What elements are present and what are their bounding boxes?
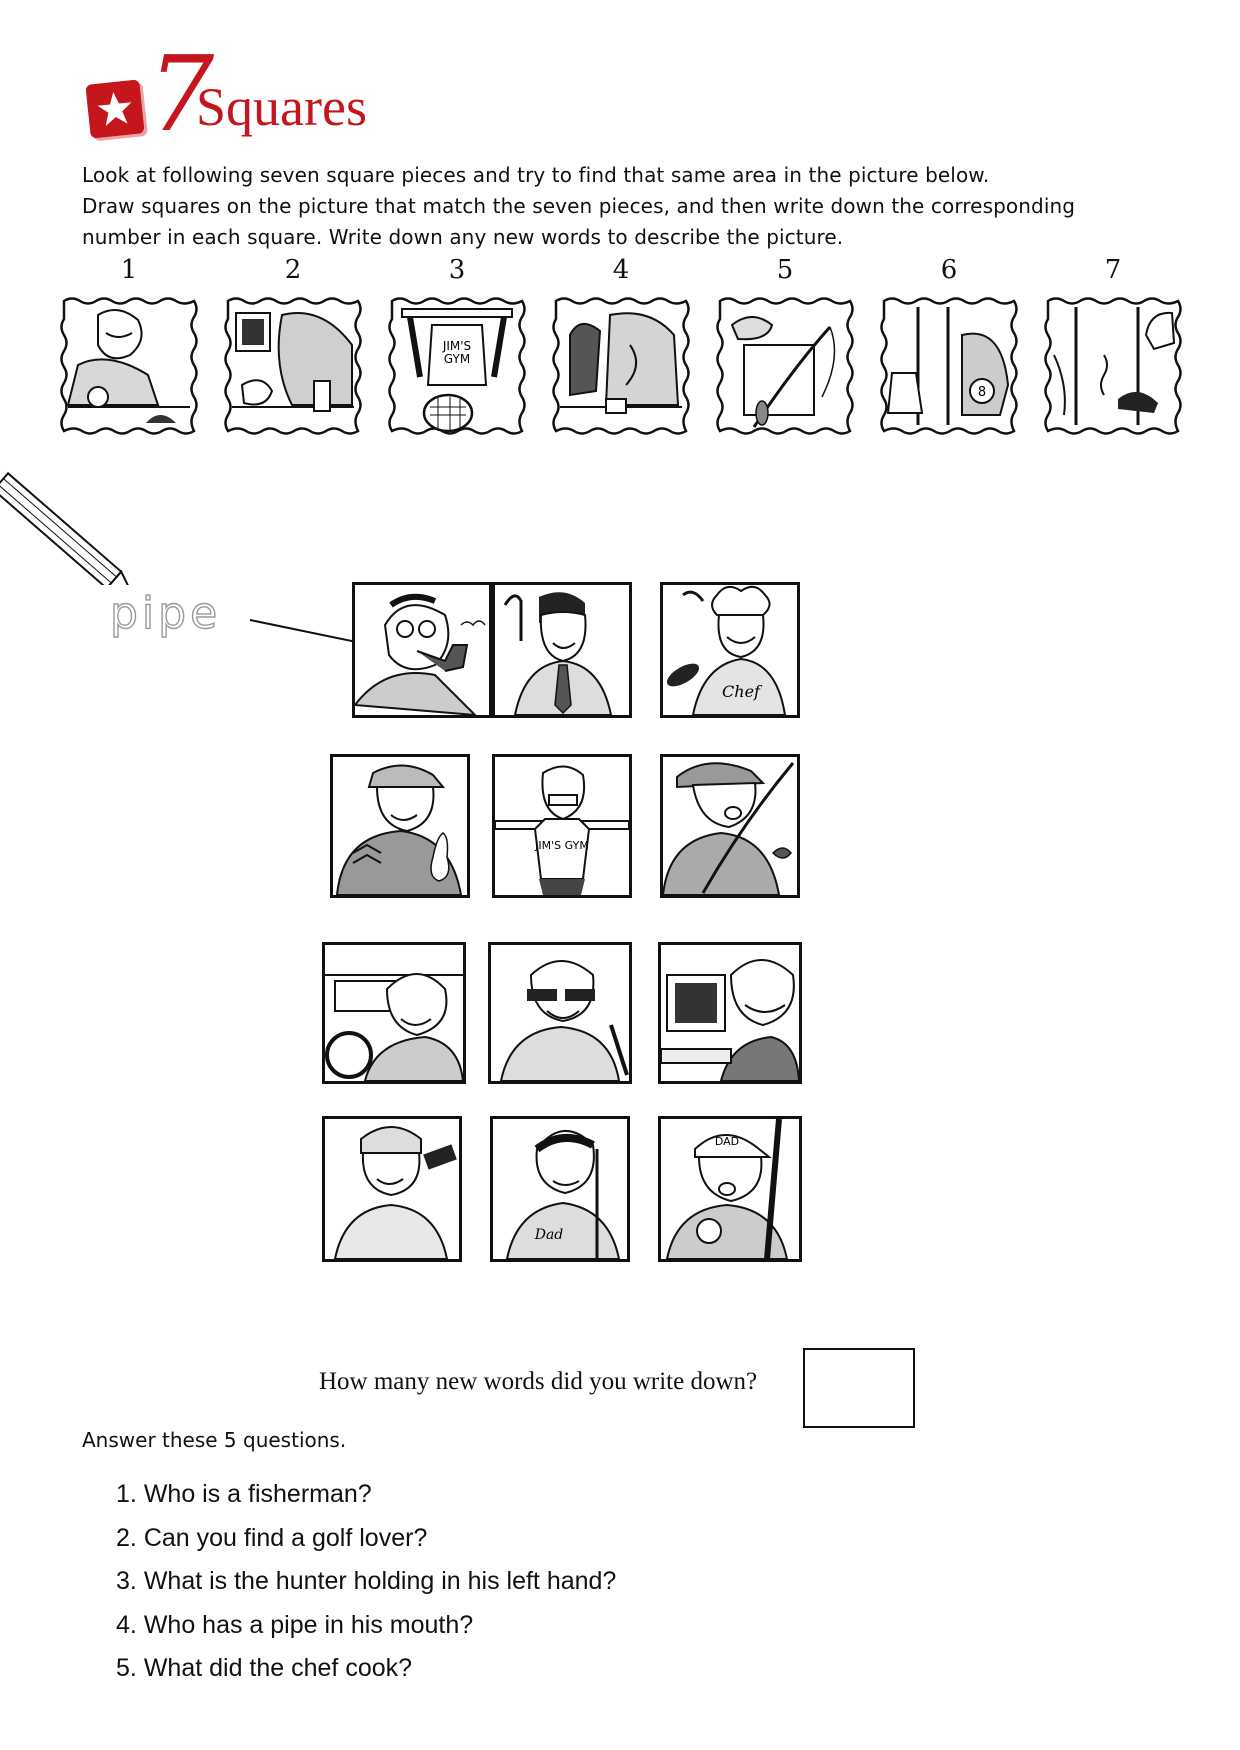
question-item xyxy=(116,1473,616,1517)
computer-user-icon xyxy=(658,942,802,1084)
instruction-line: Draw squares on the picture that match the seven pieces, and then write down the corresponding xyxy=(82,194,1076,218)
question-item xyxy=(116,1647,616,1691)
tennis-player-icon xyxy=(488,942,632,1084)
question-number: 3. xyxy=(116,1567,137,1595)
fisherman-icon xyxy=(660,754,800,898)
instructions xyxy=(82,160,1172,253)
hunter-icon xyxy=(330,754,470,898)
piece-image xyxy=(1042,295,1184,437)
logo-number: 7 xyxy=(148,33,215,155)
svg-text:GYM: GYM xyxy=(443,352,471,366)
piece-number: 2 xyxy=(284,255,302,285)
svg-text:8: 8 xyxy=(977,385,987,400)
shirt-label: Dad xyxy=(534,1227,564,1243)
question-text: Who has a pipe in his mouth? xyxy=(143,1610,474,1639)
piece-7 xyxy=(1042,255,1184,445)
shirt-label: JIM'S GYM xyxy=(535,839,589,852)
baseball-player-icon xyxy=(658,1116,802,1262)
svg-text:JIM'S: JIM'S xyxy=(442,339,472,353)
questions-title: Answer these 5 questions. xyxy=(82,1428,347,1452)
count-answer-box[interactable] xyxy=(803,1348,915,1428)
piece-image xyxy=(386,295,528,437)
example-word: pipe xyxy=(110,588,222,639)
question-item xyxy=(116,1517,616,1561)
piece-number: 4 xyxy=(612,255,630,285)
piece-number: 5 xyxy=(776,255,794,285)
question-text: Who is a fisherman? xyxy=(143,1480,372,1508)
chef-icon xyxy=(660,582,800,718)
instruction-line: number in each square. Write down any new words to describe the picture. xyxy=(82,225,844,249)
apron-label: Chef xyxy=(722,682,760,701)
question-number: 1. xyxy=(116,1480,137,1508)
piece-image xyxy=(222,295,364,437)
instruction-line: Look at following seven square pieces and try to find that same area in the picture below. xyxy=(82,163,990,187)
piece-image xyxy=(550,295,692,437)
cyclist-icon xyxy=(322,1116,462,1262)
piece-number: 1 xyxy=(120,255,138,285)
pipe-smoker-icon xyxy=(352,582,492,718)
count-prompt: How many new words did you write down? xyxy=(319,1368,758,1395)
weightlifter-icon xyxy=(492,754,632,898)
piece-image xyxy=(878,295,1020,437)
piece-4 xyxy=(550,255,692,445)
pencil-icon xyxy=(0,410,130,585)
question-item xyxy=(116,1604,616,1648)
question-number: 4. xyxy=(116,1610,137,1639)
piece-3 xyxy=(386,255,528,445)
cap-label: DAD xyxy=(714,1135,740,1148)
square-pieces xyxy=(58,255,1188,445)
question-item xyxy=(116,1560,616,1604)
piece-2 xyxy=(222,255,364,445)
piece-number: 7 xyxy=(1104,255,1122,285)
driver-icon xyxy=(322,942,466,1084)
golfer-icon xyxy=(490,1116,630,1262)
piece-5 xyxy=(714,255,856,445)
piece-6 xyxy=(878,255,1020,445)
question-text: What did the chef cook? xyxy=(143,1654,413,1682)
cartoon-illustration xyxy=(322,560,932,1320)
question-number: 5. xyxy=(116,1654,137,1682)
piece-number: 3 xyxy=(448,255,466,285)
businessman-icon xyxy=(492,582,632,718)
question-list xyxy=(116,1473,616,1691)
logo-title: Squares xyxy=(196,77,367,137)
question-text: Can you find a golf lover? xyxy=(143,1523,428,1552)
piece-image xyxy=(714,295,856,437)
piece-number: 6 xyxy=(940,255,958,285)
question-number: 2. xyxy=(116,1523,137,1552)
question-text: What is the hunter holding in his left hand? xyxy=(143,1567,617,1595)
star-icon xyxy=(85,79,144,138)
